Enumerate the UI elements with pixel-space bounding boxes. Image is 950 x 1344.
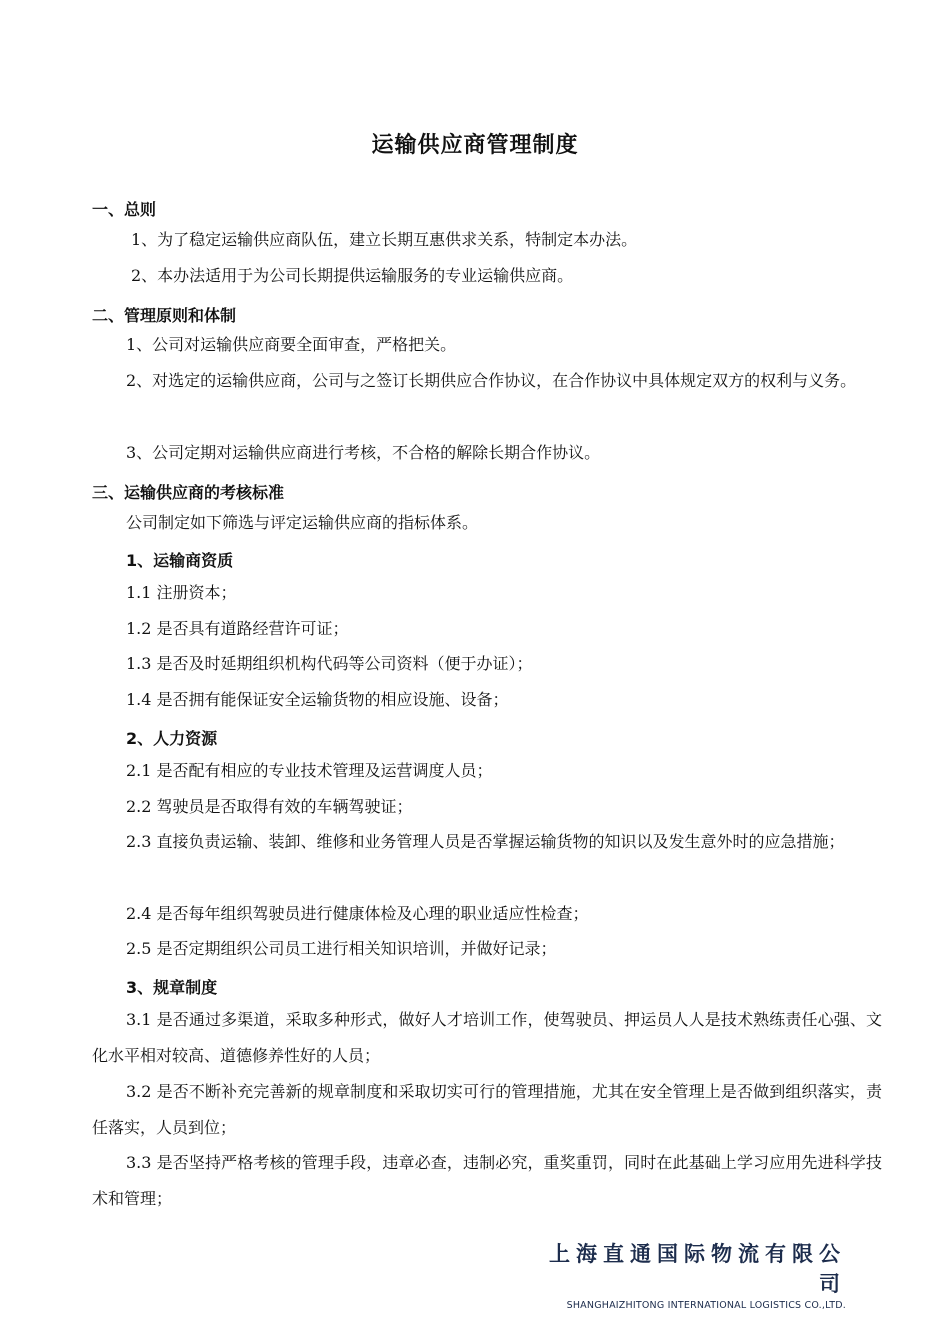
subsection-heading-qualification: 1、运输商资质 [126, 551, 234, 570]
paragraph: 2、本办法适用于为公司长期提供运输服务的专业运输供应商。 [131, 266, 574, 285]
company-name-en: SHANGHAIZHITONG INTERNATIONAL LOGISTICS CO.,LTD. [566, 1300, 846, 1311]
list-item: 2.1 是否配有相应的专业技术管理及运营调度人员； [126, 761, 493, 780]
list-item: 3.3 是否坚持严格考核的管理手段，违章必查，违制必究，重奖重罚，同时在此基础上学习应用先进科学技术和管理； [92, 1153, 882, 1208]
section-heading-principles: 二、管理原则和体制 [92, 306, 237, 325]
list-item: 1.1 注册资本； [126, 583, 237, 602]
list-item: 2.4 是否每年组织驾驶员进行健康体检及心理的职业适应性检查； [126, 904, 589, 923]
list-item: 3.1 是否通过多渠道，采取多种形式，做好人才培训工作，使驾驶员、押运员人人是技术熟练责任心强、文化水平相对较高、道德修养性好的人员； [92, 1010, 882, 1065]
paragraph: 3、公司定期对运输供应商进行考核，不合格的解除长期合作协议。 [126, 443, 601, 462]
list-item: 1.3 是否及时延期组织机构代码等公司资料（便于办证）； [126, 654, 533, 673]
page-title: 运输供应商管理制度 [371, 133, 579, 158]
list-item: 1.2 是否具有道路经营许可证； [126, 619, 349, 638]
list-item: 2.5 是否定期组织公司员工进行相关知识培训，并做好记录； [126, 939, 557, 958]
paragraph: 公司制定如下筛选与评定运输供应商的指标体系。 [126, 513, 479, 532]
list-item: 2.2 驾驶员是否取得有效的车辆驾驶证； [126, 797, 413, 816]
paragraph: 1、公司对运输供应商要全面审查，严格把关。 [126, 335, 457, 354]
paragraph: 2、对选定的运输供应商，公司与之签订长期供应合作协议，在合作协议中具体规定双方的权利与义务。 [126, 371, 857, 390]
subsection-heading-hr: 2、人力资源 [126, 729, 218, 748]
company-logo [530, 1238, 850, 1311]
list-item: 1.4 是否拥有能保证安全运输货物的相应设施、设备； [126, 690, 509, 709]
subsection-heading-rules: 3、规章制度 [126, 978, 218, 997]
company-name-cn: 上海直通国际物流有限公司 [549, 1241, 846, 1296]
paragraph: 1、为了稳定运输供应商队伍，建立长期互惠供求关系，特制定本办法。 [131, 230, 638, 249]
list-item: 2.3 直接负责运输、装卸、维修和业务管理人员是否掌握运输货物的知识以及发生意外时的应急措施； [126, 832, 845, 851]
list-item: 3.2 是否不断补充完善新的规章制度和采取切实可行的管理措施，尤其在安全管理上是否做到组织落实，责任落实，人员到位； [92, 1082, 882, 1137]
section-heading-criteria: 三、运输供应商的考核标准 [92, 483, 285, 502]
section-heading-general: 一、总则 [92, 200, 157, 219]
